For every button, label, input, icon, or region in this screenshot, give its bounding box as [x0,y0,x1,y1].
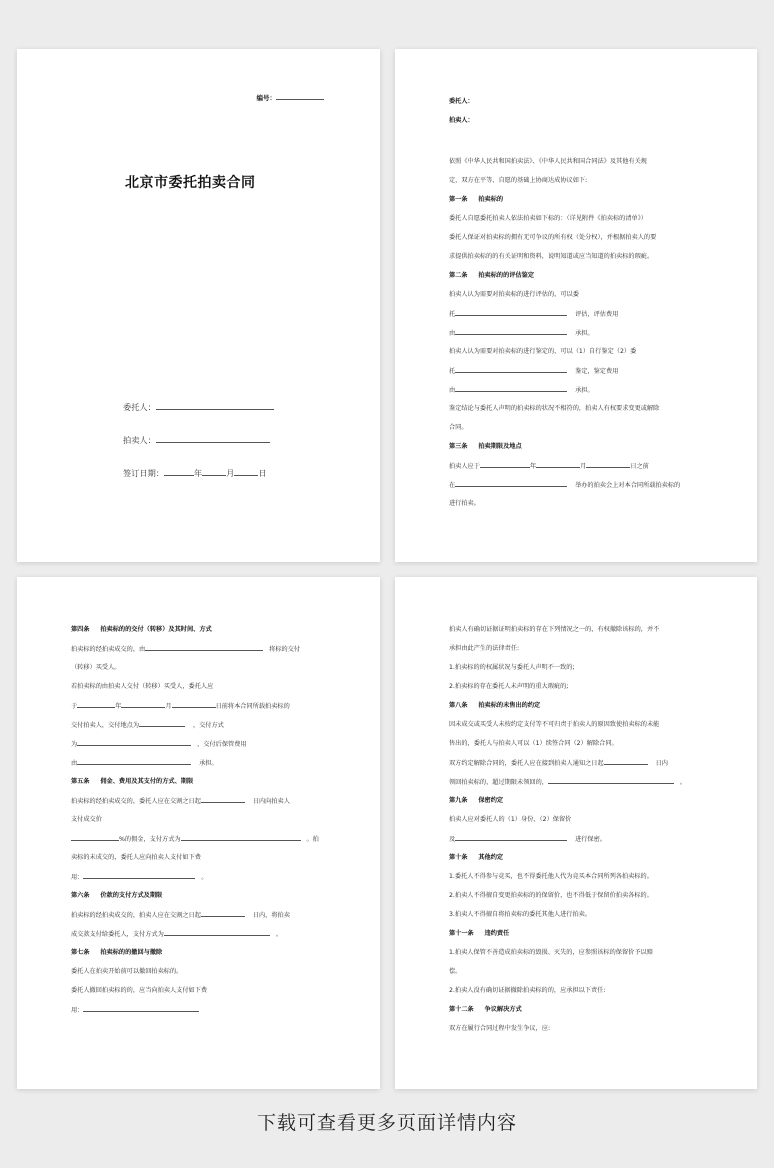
clause-line: 售出的，委托人与拍卖人可以（1）续签合同（2）解除合同。 [449,740,618,747]
article-number: 第十二条 [449,1006,474,1013]
blank-line [536,461,580,468]
blank-line [77,701,115,708]
article-number: 第十一条 [449,930,474,937]
blank-line [164,467,194,476]
clause-line: 卖标的未成交的，委托人应向拍卖人支付如下费 [71,854,201,861]
article-number: 第六条 [71,892,90,899]
clause-text: 。 [679,779,687,786]
consignor-field [123,401,274,413]
clause-line [71,1005,199,1015]
contract-title: 北京市委托拍卖合同 [125,175,256,191]
clause-line: 拍卖人认为需要对拍卖标的进行评估的，可以委 [449,291,579,298]
clause-text: 承担。 [575,387,594,394]
article-title: 拍卖标的的交付（转移）及其时间、方式 [100,626,212,633]
clause-text: 交付拍卖人，交付地点为 [71,722,140,729]
clause-line: 求提供拍卖标的的有关证明和资料，说明知道或应当知道的拍卖标的瑕疵。 [449,253,654,260]
clause-text: 。 [275,931,282,938]
clause-text: 托 [449,368,456,375]
clause-line: 进行拍卖。 [449,500,480,507]
clause-text: 日前将本合同所载拍卖标的 [215,703,290,710]
year-label: 年 [193,468,203,478]
clause-text: 拍卖标的经拍卖成交的，委托人应在交割之日起 [71,798,201,805]
clause-text: 日内 [655,760,668,767]
contract-page-cover [17,49,380,562]
clause-line [449,385,594,395]
clause-line [449,328,594,338]
blank-line [71,834,119,841]
clause-text: 为 [71,741,78,748]
article-title: 拍卖标的 [478,196,504,203]
contract-page-4 [395,577,757,1089]
clause-line: 偿。 [449,968,462,975]
article-number: 第三条 [449,443,468,450]
article-title: 拍卖标的未售出的约定 [478,702,541,709]
clause-line [449,480,680,490]
blank-line [480,461,530,468]
blank-line [276,93,324,100]
article-2-heading [449,271,534,280]
blank-line [586,461,630,468]
consignor-label: 委托人： [449,98,474,105]
article-title: 佣金、费用及其支付的方式、期限 [100,778,194,785]
clause-text: 日内向拍卖人 [252,798,290,805]
clause-line: 合同。 [449,424,468,431]
clause-text: 由 [449,330,456,337]
article-number: 第四条 [71,626,90,633]
article-title: 违约责任 [484,930,510,937]
clause-line: 2.拍卖人不得擅自变更拍卖标的的保留价，也不得低于保留价拍卖各标的。 [449,892,653,899]
blank-line [83,1005,199,1012]
article-7-heading [71,948,162,957]
clause-text: 评估，评估费用 [575,311,619,318]
clause-line: 1.拍卖人保管不善造成拍卖标的毁损、灭失的，应参照该标的保留价予以赔 [449,949,653,956]
clause-line [71,872,207,882]
consignor-label: 委托人： [123,402,156,412]
clause-line [71,758,218,768]
blank-line [156,434,270,443]
day-label: 日 [258,468,267,478]
sign-date-field [123,467,267,479]
clause-line: 1.拍卖标的的权属状况与委托人声明不一致的; [449,664,575,671]
clause-line: （转移）买受人。 [71,664,121,671]
clause-text: 日内，将拍卖 [252,912,290,919]
clause-line [449,309,618,319]
blank-line [201,796,245,803]
blank-line [455,366,567,373]
intro-line: 定，双方在平等、自愿的基础上协商达成协议如下: [449,177,588,184]
article-8-heading [449,701,540,710]
blank-line [172,701,216,708]
clause-line: 双方在履行合同过程中发生争议，应: [449,1025,551,1032]
clause-text: 年 [529,463,537,470]
clause-line [71,701,290,711]
clause-text: 承担。 [575,330,594,337]
clause-text: 月 [580,463,587,470]
clause-line [449,366,618,376]
article-6-heading [71,891,162,900]
clause-text: 拍卖人应于 [449,463,480,470]
clause-line: 委托人保证对拍卖标的拥有无可争议的所有权（处分权），并根据拍卖人的要 [449,234,657,241]
blank-line [181,834,301,841]
clause-line [449,834,606,844]
blank-line [145,644,263,651]
clause-text: 成交款支付给委托人，支付方式为 [71,931,164,938]
clause-line [71,739,247,749]
article-title: 争议解决方式 [484,1006,522,1013]
contract-number-field [257,93,325,102]
article-title: 拍卖标的的评估鉴定 [478,272,535,279]
article-title: 拍卖标的的撤回与撤除 [100,949,163,956]
clause-text: 鉴定，鉴定费用 [575,368,619,375]
clause-line: 若拍卖标的由拍卖人交付（转移）买受人，委托人应 [71,683,214,690]
clause-line: 委托人撤回拍卖标的的，应当向拍卖人支付如下费 [71,987,208,994]
clause-text: 托 [449,311,456,318]
article-number: 第五条 [71,778,90,785]
blank-line [455,328,567,335]
clause-text: 。 [201,874,208,881]
blank-line [201,910,245,917]
article-3-heading [449,442,522,451]
clause-line: 支付成交价 [71,816,102,823]
month-label: 月 [226,468,235,478]
article-10-heading [449,853,503,862]
auctioneer-label: 拍卖人： [123,435,156,445]
clause-text: 拍卖标的经拍卖成交的，由 [71,646,146,653]
clause-text: 及 [449,836,456,843]
clause-text: 将标的交付 [269,646,301,653]
article-title: 其他约定 [478,854,504,861]
clause-text: 在 [449,482,456,489]
article-4-heading [71,625,212,634]
clause-text: 领回拍卖标的，超过期限未领回的， [449,779,548,786]
clause-line: 拍卖人认为需要对拍卖标的进行鉴定的，可以（1）自行鉴定（2）委 [449,348,637,355]
clause-text: 双方约定解除合同的，委托人应在接到拍卖人通知之日起 [449,760,604,767]
clause-text: 。拍 [306,836,319,843]
article-number: 第二条 [449,272,468,279]
clause-line: 1.委托人不得参与竞买，也不得委托他人代为竞买本合同所列各拍卖标的。 [449,873,653,880]
clause-text: 举办的拍卖会上对本合同所载拍卖标的 [575,482,681,489]
clause-line [71,929,282,939]
blank-line [121,701,165,708]
contract-page-3 [17,577,380,1089]
clause-line [449,758,668,768]
blank-line [156,401,274,410]
contract-page-2 [395,49,757,562]
clause-line: 拍卖人有确切证据证明拍卖标的存在下列情况之一的，有权撤除该标的，并不 [449,626,660,633]
clause-text: 于 [71,703,78,710]
auctioneer-label: 拍卖人： [449,117,474,124]
clause-text: 拍卖标的经拍卖成交的，拍卖人应在交割之日起 [71,912,201,919]
clause-text: ，交付后保管费用 [197,741,247,748]
auctioneer-field [123,434,270,446]
clause-text: 由 [449,387,456,394]
clause-line [71,834,319,844]
blank-line [548,777,674,784]
sign-date-label: 签订日期： [123,468,164,478]
clause-line: 承担由此产生的法律责任: [449,645,520,652]
clause-line: 拍卖人应对委托人的（1）身份、（2）保留价 [449,816,572,823]
clause-line [449,777,686,787]
clause-text: 月 [165,703,172,710]
article-title: 拍卖期限及地点 [478,443,522,450]
article-11-heading [449,929,509,938]
clause-text: %的佣金，支付方式为 [119,836,181,843]
clause-line: 2.拍卖标的存在委托人未声明的重大瑕疵的; [449,683,569,690]
contract-number-label: 编号： [256,94,276,102]
clause-line: 因未成交或买受人未按约定支付等不可归责于拍卖人的原因致使拍卖标的未能 [449,721,660,728]
clause-line [71,910,290,920]
blank-line [77,739,191,746]
article-number: 第九条 [449,797,468,804]
blank-line [455,309,567,316]
blank-line [234,467,258,476]
blank-line [604,758,648,765]
blank-line [455,834,567,841]
blank-line [77,758,191,765]
article-1-heading [449,195,503,204]
blank-line [164,929,270,936]
clause-line: 委托人自愿委托拍卖人依法拍卖如下标的：（详见附件《拍卖标的清单》） [449,215,647,222]
article-12-heading [449,1005,522,1014]
article-number: 第一条 [449,196,468,203]
article-number: 第十条 [449,854,468,861]
blank-line [83,872,195,879]
clause-text: 用： [71,1007,84,1014]
clause-text: 日之前 [630,463,649,470]
blank-line [139,720,185,727]
intro-line: 依照《中华人民共和国拍卖法》、《中华人民共和国合同法》及其他有关规 [449,158,647,165]
article-title: 保密约定 [478,797,504,804]
clause-line [71,796,290,806]
article-number: 第八条 [449,702,468,709]
clause-text: 承担。 [199,760,218,767]
clause-text: ，交付方式 [192,722,224,729]
article-9-heading [449,796,503,805]
article-number: 第七条 [71,949,90,956]
clause-text: 进行保密。 [575,836,606,843]
blank-line [202,467,226,476]
article-title: 价款的支付方式及期限 [100,892,163,899]
clause-line [449,461,649,471]
clause-line: 3.拍卖人不得擅自将拍卖标的委托其他人进行拍卖。 [449,911,592,918]
clause-line: 2.拍卖人没有确切证据撤除拍卖标的的，应承担以下责任: [449,987,606,994]
blank-line [455,480,567,487]
clause-line: 鉴定结论与委托人声明的拍卖标的状况不相符的，拍卖人有权要求变更或解除 [449,405,660,412]
clause-line [71,720,224,730]
download-more-prompt[interactable]: 下载可查看更多页面详情内容 [256,1112,517,1134]
clause-text: 由 [71,760,78,767]
clause-text: 年 [115,703,122,710]
article-5-heading [71,777,193,786]
blank-line [455,385,567,392]
clause-line: 委托人在拍卖开始前可以撤回拍卖标的。 [71,968,183,975]
clause-text: 用： [71,874,84,881]
clause-line [71,644,300,654]
